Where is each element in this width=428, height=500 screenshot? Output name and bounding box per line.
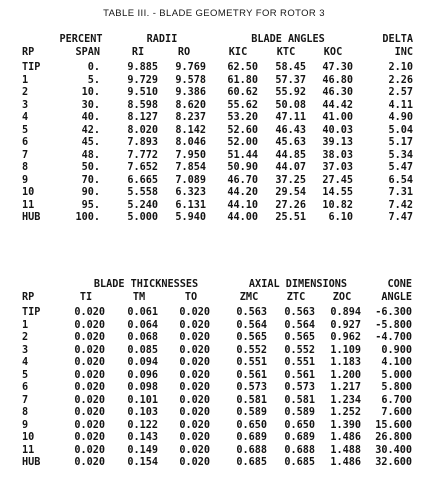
ti-cell: 0.020 [74, 394, 105, 406]
tm-cell: 0.143 [127, 432, 158, 443]
ztc-cell: 0.552 [284, 344, 315, 356]
table-row [0, 200, 428, 213]
table-row [0, 137, 428, 150]
ri-cell: 5.240 [127, 199, 158, 211]
ztc-cell: 0.561 [284, 369, 315, 381]
span-cell: 100. [75, 212, 100, 223]
tm-cell: 0.122 [127, 419, 158, 431]
inc-cell: 5.34 [388, 149, 413, 161]
table-row [0, 307, 428, 320]
kic-cell: 62.50 [227, 62, 258, 73]
span-cell: 10. [81, 87, 100, 98]
tm-cell: 0.149 [127, 444, 158, 456]
zmc-cell: 0.563 [236, 307, 267, 318]
ti-cell: 0.020 [74, 444, 105, 456]
ri-cell: 7.893 [127, 137, 158, 148]
group-header-delta: DELTA [382, 34, 413, 45]
tm-cell: 0.154 [127, 457, 158, 468]
ztc-cell: 0.563 [284, 307, 315, 318]
rp-cell: 7 [22, 394, 29, 406]
to-cell: 0.020 [179, 407, 210, 418]
koc-cell: 40.03 [322, 124, 353, 136]
col-header-to: TO [184, 291, 198, 303]
table-row [0, 420, 428, 433]
tm-cell: 0.064 [127, 319, 158, 331]
to-cell: 0.020 [179, 382, 210, 393]
rp-cell: 1 [22, 319, 29, 331]
rp-cell: 11 [22, 444, 35, 456]
tm-cell: 0.085 [127, 344, 158, 356]
koc-cell: 39.13 [322, 137, 353, 148]
kic-cell: 61.80 [227, 74, 258, 86]
col-header-angle: ANGLE [381, 291, 412, 303]
zoc-cell: 1.200 [330, 369, 361, 381]
span-cell: 30. [81, 99, 100, 111]
zoc-cell: 1.390 [330, 419, 361, 431]
col-header-zoc: ZOC [332, 291, 352, 303]
koc-cell: 10.82 [322, 199, 353, 211]
zmc-cell: 0.565 [236, 332, 267, 343]
ri-cell: 7.772 [127, 149, 158, 161]
column-header-row [0, 47, 428, 60]
group-header-cone: CONE [387, 279, 412, 290]
col-header-zmc: ZMC [239, 291, 259, 303]
ro-cell: 8.142 [175, 124, 206, 136]
table-row [0, 370, 428, 383]
to-cell: 0.020 [179, 369, 210, 381]
ktc-cell: 44.07 [275, 162, 306, 173]
ztc-cell: 0.688 [284, 444, 315, 456]
kic-cell: 44.00 [227, 212, 258, 223]
kic-cell: 46.70 [227, 174, 258, 186]
thickness-axial-table [0, 279, 428, 470]
angle-cell: -5.800 [375, 319, 412, 331]
ro-cell: 8.237 [175, 112, 206, 123]
span-cell: 42. [81, 124, 100, 136]
ro-cell: 8.046 [175, 137, 206, 148]
ri-cell: 9.510 [127, 87, 158, 98]
group-header-row [0, 279, 428, 292]
group-header-radii: RADII [146, 34, 178, 45]
inc-cell: 4.90 [388, 112, 413, 123]
inc-cell: 2.10 [388, 62, 413, 73]
inc-cell: 5.04 [388, 124, 413, 136]
ri-cell: 5.000 [127, 212, 158, 223]
tm-cell: 0.103 [127, 407, 158, 418]
zoc-cell: 1.183 [330, 357, 361, 368]
ktc-cell: 58.45 [275, 62, 306, 73]
zmc-cell: 0.688 [236, 444, 267, 456]
ti-cell: 0.020 [74, 432, 105, 443]
rp-cell: 8 [22, 162, 29, 173]
kic-cell: 52.60 [227, 124, 258, 136]
zmc-cell: 0.561 [236, 369, 267, 381]
inc-cell: 2.26 [388, 74, 413, 86]
koc-cell: 6.10 [328, 212, 353, 223]
kic-cell: 52.00 [227, 137, 258, 148]
span-cell: 5. [87, 74, 100, 86]
group-header-axial-dimensions: AXIAL DIMENSIONS [248, 279, 348, 290]
col-header-ti: TI [79, 291, 93, 303]
table-row [0, 332, 428, 345]
span-cell: 70. [81, 174, 100, 186]
table-row [0, 150, 428, 163]
inc-cell: 5.17 [388, 137, 413, 148]
table-row [0, 187, 428, 200]
zoc-cell: 1.486 [330, 432, 361, 443]
rp-cell: TIP [22, 307, 41, 318]
zmc-cell: 0.573 [236, 382, 267, 393]
group-header-percent: PERCENT [59, 34, 103, 45]
table-row [0, 75, 428, 88]
to-cell: 0.020 [179, 344, 210, 356]
col-header-koc: KOC [323, 46, 343, 58]
table-title: TABLE III. - BLADE GEOMETRY FOR ROTOR 3 [103, 8, 325, 19]
table-row [0, 432, 428, 445]
span-cell: 45. [81, 137, 100, 148]
table-row [0, 457, 428, 470]
table-row [0, 382, 428, 395]
tm-cell: 0.068 [127, 332, 158, 343]
col-header-rp: RP [22, 291, 35, 303]
rp-cell: 5 [22, 369, 29, 381]
rp-cell: 2 [22, 332, 29, 343]
angle-cell: 6.700 [381, 394, 412, 406]
zmc-cell: 0.581 [236, 394, 267, 406]
rp-cell: 11 [22, 199, 35, 211]
ktc-cell: 55.92 [275, 87, 306, 98]
ktc-cell: 25.51 [275, 212, 306, 223]
col-header-ri: RI [131, 46, 145, 58]
zoc-cell: 0.894 [330, 307, 361, 318]
table-row [0, 62, 428, 75]
thickness-axial-table-body [0, 307, 428, 470]
ro-cell: 9.386 [175, 87, 206, 98]
ti-cell: 0.020 [74, 332, 105, 343]
zoc-cell: 1.217 [330, 382, 361, 393]
angle-cell: 5.800 [381, 382, 412, 393]
ri-cell: 5.558 [127, 187, 158, 198]
zmc-cell: 0.589 [236, 407, 267, 418]
ztc-cell: 0.573 [284, 382, 315, 393]
tm-cell: 0.061 [127, 307, 158, 318]
rp-cell: 6 [22, 137, 29, 148]
ktc-cell: 44.85 [275, 149, 306, 161]
ztc-cell: 0.589 [284, 407, 315, 418]
ti-cell: 0.020 [74, 419, 105, 431]
inc-cell: 6.54 [388, 174, 413, 186]
ro-cell: 8.620 [175, 99, 206, 111]
ri-cell: 6.665 [127, 174, 158, 186]
ti-cell: 0.020 [74, 344, 105, 356]
span-cell: 50. [81, 162, 100, 173]
rp-cell: 6 [22, 382, 29, 393]
table-row [0, 112, 428, 125]
kic-cell: 44.10 [227, 199, 258, 211]
ktc-cell: 50.08 [275, 99, 306, 111]
to-cell: 0.020 [179, 444, 210, 456]
angle-cell: 30.400 [375, 444, 412, 456]
to-cell: 0.020 [179, 419, 210, 431]
zmc-cell: 0.650 [236, 419, 267, 431]
ktc-cell: 57.37 [275, 74, 306, 86]
to-cell: 0.020 [179, 432, 210, 443]
zoc-cell: 0.962 [330, 332, 361, 343]
ro-cell: 7.950 [175, 149, 206, 161]
rp-cell: 8 [22, 407, 29, 418]
angle-cell: 15.600 [375, 419, 412, 431]
angle-cell: -4.700 [375, 332, 412, 343]
col-header-inc: INC [394, 46, 413, 58]
rp-cell: 7 [22, 149, 29, 161]
ti-cell: 0.020 [74, 382, 105, 393]
kic-cell: 51.44 [227, 149, 258, 161]
angle-cell: 4.100 [381, 357, 412, 368]
rp-cell: 1 [22, 74, 29, 86]
zmc-cell: 0.551 [236, 357, 267, 368]
ro-cell: 7.089 [175, 174, 206, 186]
ti-cell: 0.020 [74, 307, 105, 318]
table-row [0, 320, 428, 333]
zmc-cell: 0.685 [236, 457, 267, 468]
ti-cell: 0.020 [74, 319, 105, 331]
tm-cell: 0.096 [127, 369, 158, 381]
table-row [0, 100, 428, 113]
ztc-cell: 0.689 [284, 432, 315, 443]
zoc-cell: 1.488 [330, 444, 361, 456]
col-header-span: SPAN [75, 46, 100, 58]
col-header-rp: RP [22, 46, 35, 58]
ti-cell: 0.020 [74, 357, 105, 368]
ro-cell: 9.578 [175, 74, 206, 86]
angle-cell: 0.900 [381, 344, 412, 356]
to-cell: 0.020 [179, 319, 210, 331]
ti-cell: 0.020 [74, 407, 105, 418]
rp-cell: 2 [22, 87, 29, 98]
rp-cell: 9 [22, 174, 29, 186]
col-header-ro: RO [177, 46, 191, 58]
ri-cell: 9.885 [127, 62, 158, 73]
col-header-tm: TM [132, 291, 146, 303]
table-row [0, 125, 428, 138]
table-row [0, 162, 428, 175]
rp-cell: HUB [22, 212, 41, 223]
koc-cell: 44.42 [322, 99, 353, 111]
kic-cell: 55.62 [227, 99, 258, 111]
ktc-cell: 29.54 [275, 187, 306, 198]
zmc-cell: 0.564 [236, 319, 267, 331]
angle-cell: -6.300 [375, 307, 412, 318]
angle-cell: 7.600 [381, 407, 412, 418]
table-row [0, 357, 428, 370]
ri-cell: 8.127 [127, 112, 158, 123]
span-cell: 90. [81, 187, 100, 198]
ztc-cell: 0.551 [284, 357, 315, 368]
rp-cell: 5 [22, 124, 29, 136]
ktc-cell: 47.11 [275, 112, 306, 123]
angle-cell: 5.000 [381, 369, 412, 381]
ro-cell: 7.854 [175, 162, 206, 173]
koc-cell: 46.30 [322, 87, 353, 98]
table-row [0, 212, 428, 225]
span-cell: 40. [81, 112, 100, 123]
inc-cell: 5.47 [388, 162, 413, 173]
rp-cell: 3 [22, 344, 29, 356]
inc-cell: 2.57 [388, 87, 413, 98]
rp-cell: TIP [22, 62, 41, 73]
zmc-cell: 0.552 [236, 344, 267, 356]
kic-cell: 44.20 [227, 187, 258, 198]
rp-cell: 10 [22, 432, 35, 443]
angle-cell: 26.800 [375, 432, 412, 443]
to-cell: 0.020 [179, 357, 210, 368]
table-row [0, 87, 428, 100]
tm-cell: 0.094 [127, 357, 158, 368]
koc-cell: 38.03 [322, 149, 353, 161]
rp-cell: 10 [22, 187, 35, 198]
col-header-ztc: ZTC [286, 291, 306, 303]
span-cell: 0. [87, 62, 100, 73]
tm-cell: 0.098 [127, 382, 158, 393]
ri-cell: 7.652 [127, 162, 158, 173]
table-row [0, 445, 428, 458]
zmc-cell: 0.689 [236, 432, 267, 443]
ti-cell: 0.020 [74, 369, 105, 381]
ro-cell: 5.940 [175, 212, 206, 223]
table-row [0, 407, 428, 420]
col-header-ktc: KTC [276, 46, 296, 58]
zoc-cell: 1.234 [330, 394, 361, 406]
ri-cell: 8.020 [127, 124, 158, 136]
ti-cell: 0.020 [74, 457, 105, 468]
ztc-cell: 0.685 [284, 457, 315, 468]
group-header-row [0, 34, 428, 47]
ri-cell: 8.598 [127, 99, 158, 111]
rp-cell: HUB [22, 457, 41, 468]
ro-cell: 9.769 [175, 62, 206, 73]
kic-cell: 50.90 [227, 162, 258, 173]
inc-cell: 7.31 [388, 187, 413, 198]
zoc-cell: 1.109 [330, 344, 361, 356]
inc-cell: 4.11 [388, 99, 413, 111]
blade-angles-table [0, 34, 428, 225]
angle-cell: 32.600 [375, 457, 412, 468]
ktc-cell: 27.26 [275, 199, 306, 211]
ztc-cell: 0.581 [284, 394, 315, 406]
to-cell: 0.020 [179, 307, 210, 318]
ro-cell: 6.323 [175, 187, 206, 198]
ro-cell: 6.131 [175, 199, 206, 211]
koc-cell: 14.55 [322, 187, 353, 198]
ktc-cell: 45.63 [275, 137, 306, 148]
table-row [0, 345, 428, 358]
ztc-cell: 0.650 [284, 419, 315, 431]
koc-cell: 37.03 [322, 162, 353, 173]
table-row [0, 395, 428, 408]
ztc-cell: 0.565 [284, 332, 315, 343]
rp-cell: 4 [22, 357, 29, 368]
inc-cell: 7.47 [388, 212, 413, 223]
inc-cell: 7.42 [388, 199, 413, 211]
zoc-cell: 1.486 [330, 457, 361, 468]
group-header-blade-angles: BLADE ANGLES [251, 34, 325, 45]
koc-cell: 27.45 [322, 174, 353, 186]
kic-cell: 60.62 [227, 87, 258, 98]
ri-cell: 9.729 [127, 74, 158, 86]
tm-cell: 0.101 [127, 394, 158, 406]
to-cell: 0.020 [179, 457, 210, 468]
group-header-blade-thicknesses: BLADE THICKNESSES [93, 279, 199, 290]
to-cell: 0.020 [179, 332, 210, 343]
kic-cell: 53.20 [227, 112, 258, 123]
koc-cell: 47.30 [322, 62, 353, 73]
rp-cell: 4 [22, 112, 29, 123]
zoc-cell: 1.252 [330, 407, 361, 418]
ktc-cell: 46.43 [275, 124, 306, 136]
col-header-kic: KIC [228, 46, 248, 58]
column-header-row [0, 292, 428, 305]
ktc-cell: 37.25 [275, 174, 306, 186]
blade-angles-table-body [0, 62, 428, 225]
rp-cell: 3 [22, 99, 29, 111]
ztc-cell: 0.564 [284, 319, 315, 331]
rp-cell: 9 [22, 419, 29, 431]
to-cell: 0.020 [179, 394, 210, 406]
koc-cell: 46.80 [322, 74, 353, 86]
span-cell: 95. [81, 199, 100, 211]
koc-cell: 41.00 [322, 112, 353, 123]
span-cell: 48. [81, 149, 100, 161]
table-row [0, 175, 428, 188]
zoc-cell: 0.927 [330, 319, 361, 331]
